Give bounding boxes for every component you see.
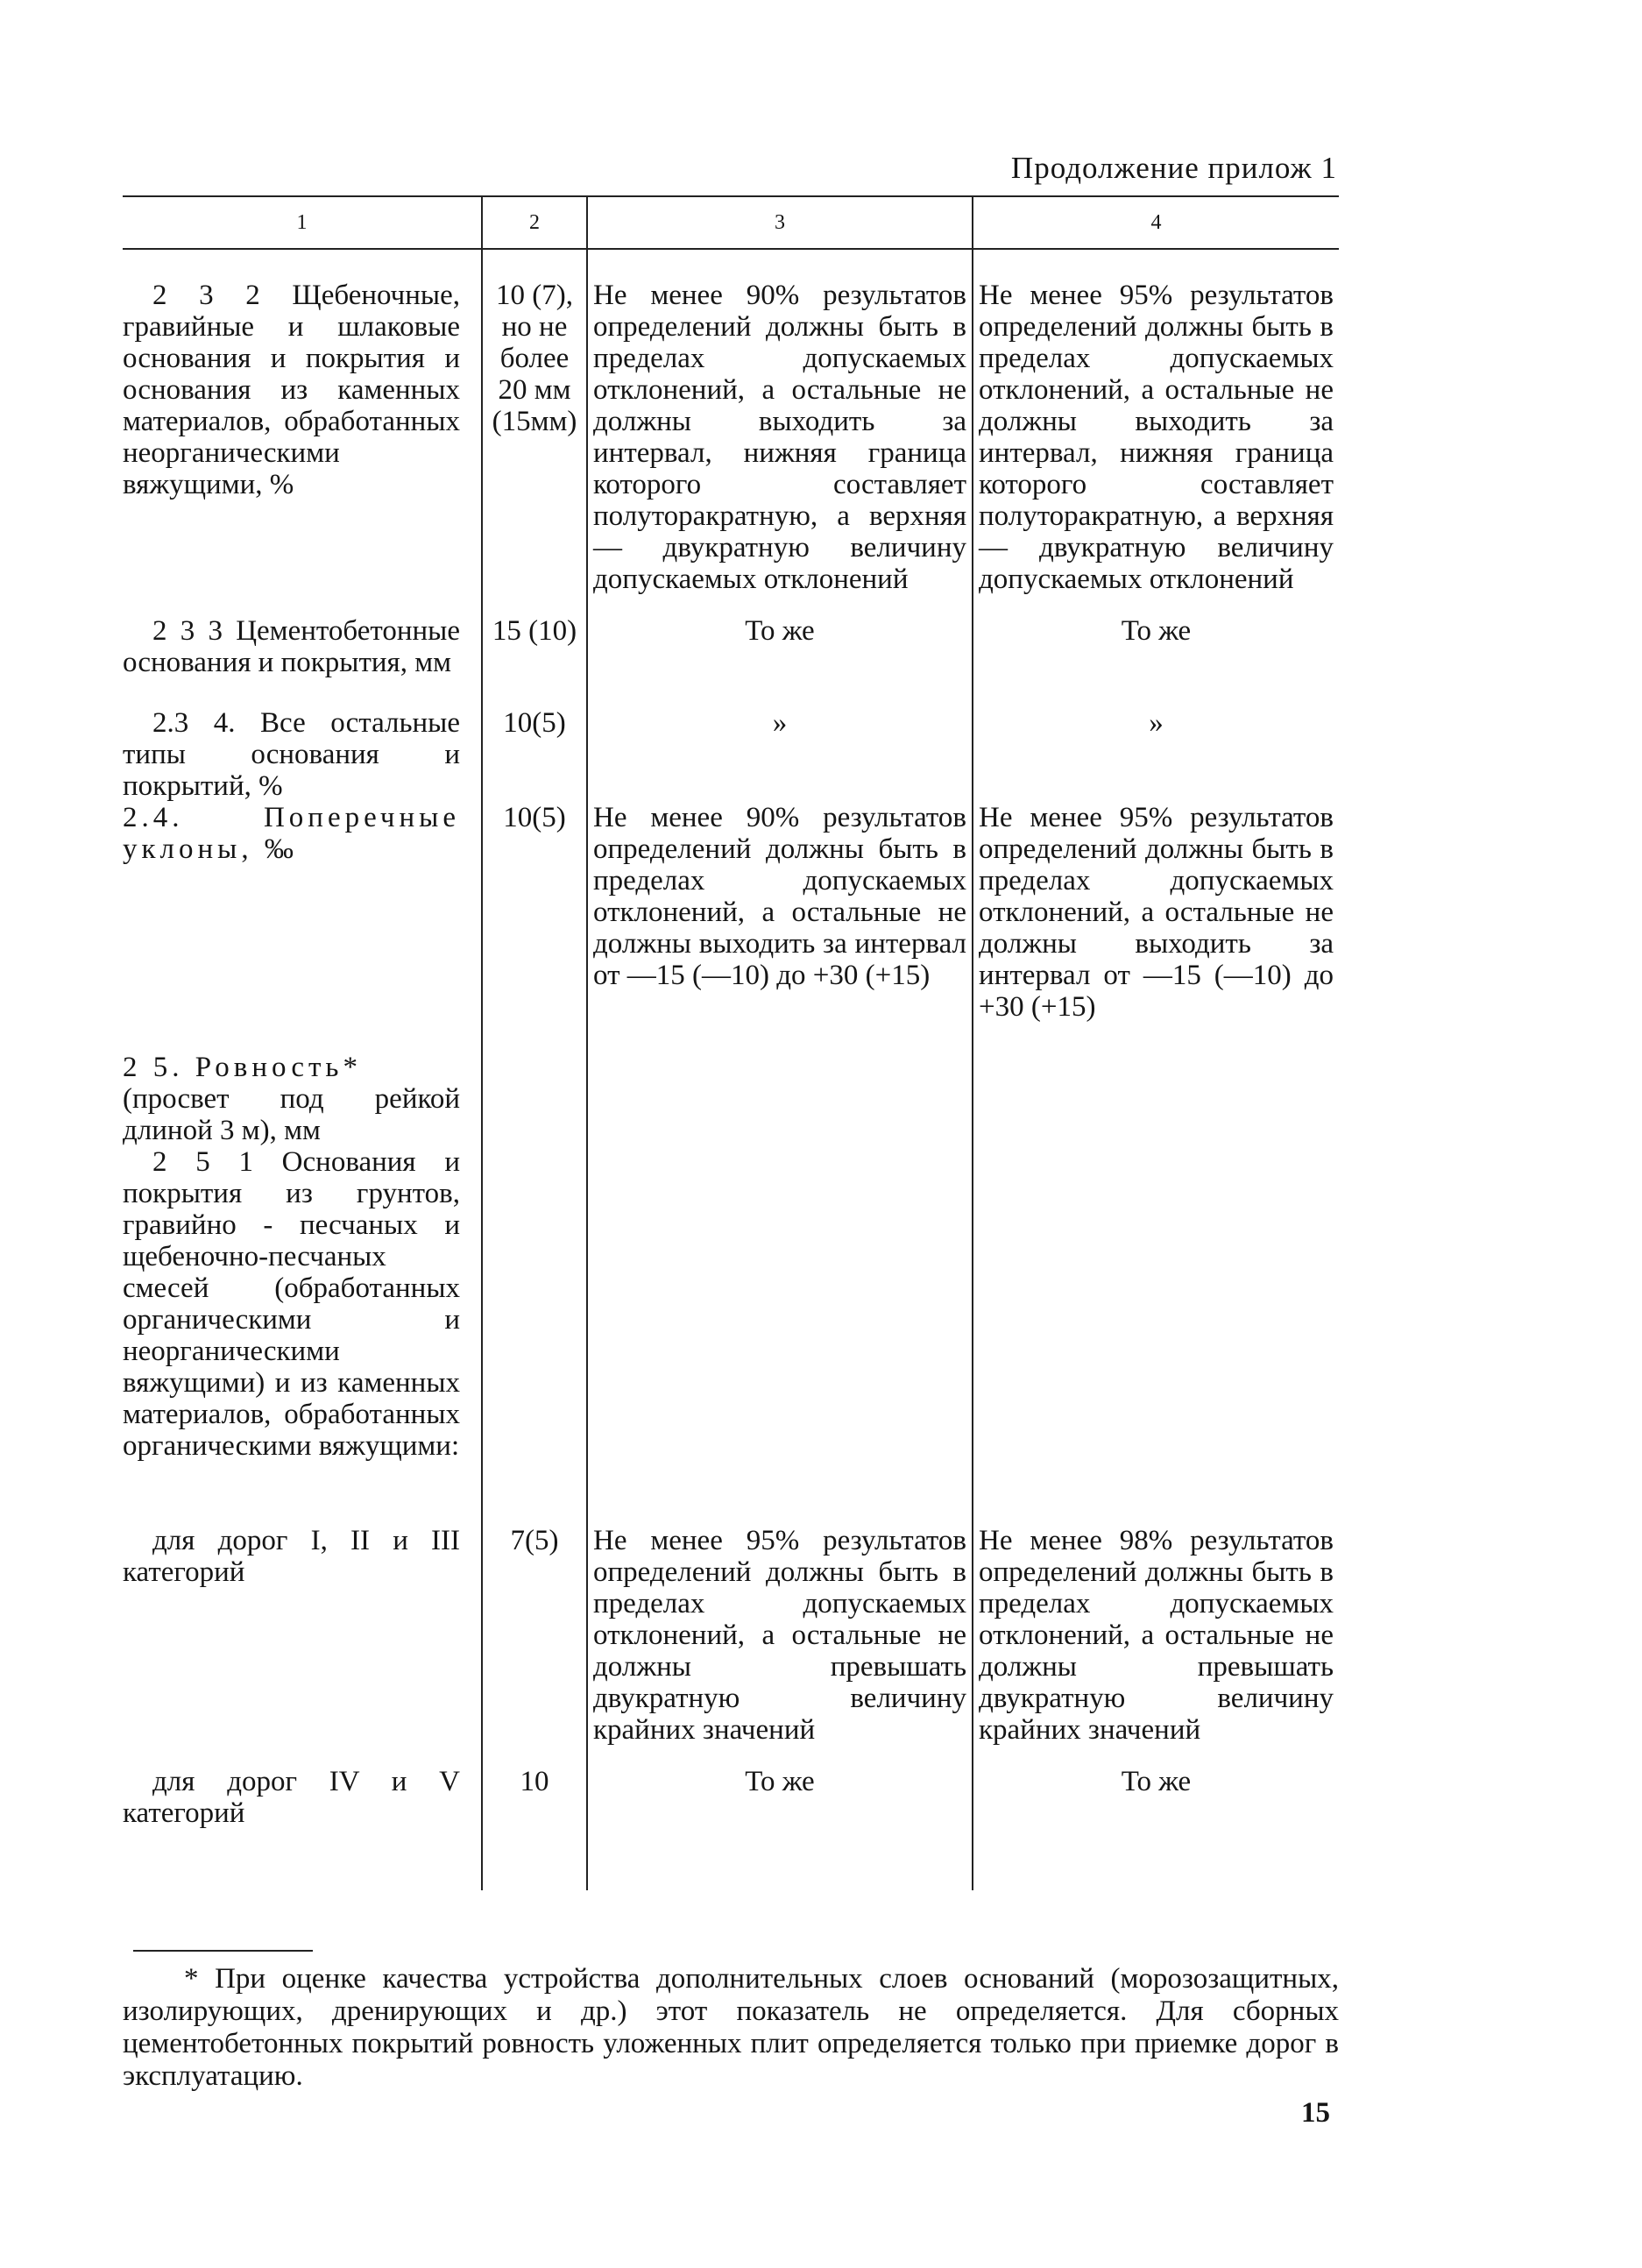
requirement-text: То же bbox=[587, 615, 973, 707]
column-number-row bbox=[123, 196, 1339, 249]
tolerance-value: 10(5) bbox=[482, 802, 587, 1052]
tolerance-table bbox=[123, 195, 1339, 1890]
column-header-2: 2 bbox=[482, 196, 587, 249]
section-title: 2 5. Ровность* bbox=[123, 1052, 362, 1083]
table-row bbox=[123, 615, 1339, 707]
continuation-heading: Продолжение прилож 1 bbox=[1010, 151, 1337, 185]
table-row bbox=[123, 1525, 1339, 1766]
column-header-3: 3 bbox=[587, 196, 973, 249]
footnote: * При оценке качества устройства дополнительных слоев оснований (морозозащитных, изолирующих, дренирующих и др.) этот показатель не определяется. Для сборных цементобетонных покрытий ровность уложенных плит определяется только при приемке дорог в эксплуатацию. bbox=[123, 1963, 1339, 2092]
requirement-text: Не менее 90% результатов определений должны быть в пределах допускаемых отклонений, а остальные не должны выходить за интервал от —15 (—10) до +30 (+15) bbox=[587, 802, 973, 1052]
tolerance-value: 15 (10) bbox=[482, 615, 587, 707]
row-label: для дорог I, II и III категорий bbox=[123, 1525, 460, 1588]
requirement-text: Не менее 95% результатов определений должны быть в пределах допускаемых отклонений, а остальные не должны превышать двукратную величину крайних значений bbox=[587, 1525, 973, 1766]
requirement-text: То же bbox=[973, 1766, 1339, 1890]
tolerance-value bbox=[482, 1052, 587, 1525]
requirement-text: Не менее 95% результатов определений должны быть в пределах допускаемых отклонений, а остальные не должны выходить за интервал от —15 (—10) до +30 (+15) bbox=[973, 802, 1339, 1052]
table-row bbox=[123, 249, 1339, 615]
requirement-text: То же bbox=[973, 615, 1339, 707]
footnote-divider bbox=[133, 1950, 313, 1952]
row-label: 2.4. Поперечные уклоны, ‰ bbox=[123, 802, 460, 865]
page-number: 15 bbox=[1301, 2097, 1330, 2129]
subsection-label: 2 5 1 Основания и покрытия из грунтов, гравийно - песчаных и щебеночно-песчаных смесей (обработанных органическими и неорганическими вяжущими) и из каменных материалов, обработанных органическими вяжущими: bbox=[123, 1146, 460, 1462]
column-header-1: 1 bbox=[123, 196, 482, 249]
requirement-text: Не менее 98% результатов определений должны быть в пределах допускаемых отклонений, а остальные не должны превышать двукратную величину крайних значений bbox=[973, 1525, 1339, 1766]
row-label: для дорог IV и V категорий bbox=[123, 1766, 460, 1829]
requirement-text: » bbox=[973, 707, 1339, 802]
row-label bbox=[123, 1052, 482, 1525]
requirement-text bbox=[973, 1052, 1339, 1525]
requirement-text: То же bbox=[587, 1766, 973, 1890]
requirement-text: Не менее 95% результатов определений должны быть в пределах допускаемых отклонений, а остальные не должны выходить за интервал, нижняя граница которого составляет полуторакратную, а верхняя — двукратную величину допускаемых отклонений bbox=[973, 249, 1339, 615]
row-label: 2 3 3 Цементобетонные основания и покрытия, мм bbox=[123, 615, 460, 678]
tolerance-value: 10 (7), но не более 20 мм (15мм) bbox=[482, 249, 587, 615]
row-label: 2.3 4. Все остальные типы основания и покрытий, % bbox=[123, 707, 460, 802]
tolerance-value: 7(5) bbox=[482, 1525, 587, 1766]
tolerance-value: 10 bbox=[482, 1766, 587, 1890]
tolerance-value: 10(5) bbox=[482, 707, 587, 802]
row-label: 2 3 2 Щебеночные, гравийные и шлаковые основания и покрытия и основания из каменных материалов, обработанных неорганическими вяжущими, % bbox=[123, 280, 460, 500]
column-header-4: 4 bbox=[973, 196, 1339, 249]
section-subtitle: (просвет под рейкой длиной 3 м), мм bbox=[123, 1083, 460, 1146]
table-row bbox=[123, 707, 1339, 802]
table-row bbox=[123, 1766, 1339, 1890]
table-row bbox=[123, 1052, 1339, 1525]
table-row bbox=[123, 802, 1339, 1052]
requirement-text bbox=[587, 1052, 973, 1525]
requirement-text: » bbox=[587, 707, 973, 802]
requirement-text: Не менее 90% результатов определений должны быть в пределах допускаемых отклонений, а остальные не должны выходить за интервал, нижняя граница которого составляет полуторакратную, а верхняя — двукратную величину допускаемых отклонений bbox=[587, 249, 973, 615]
